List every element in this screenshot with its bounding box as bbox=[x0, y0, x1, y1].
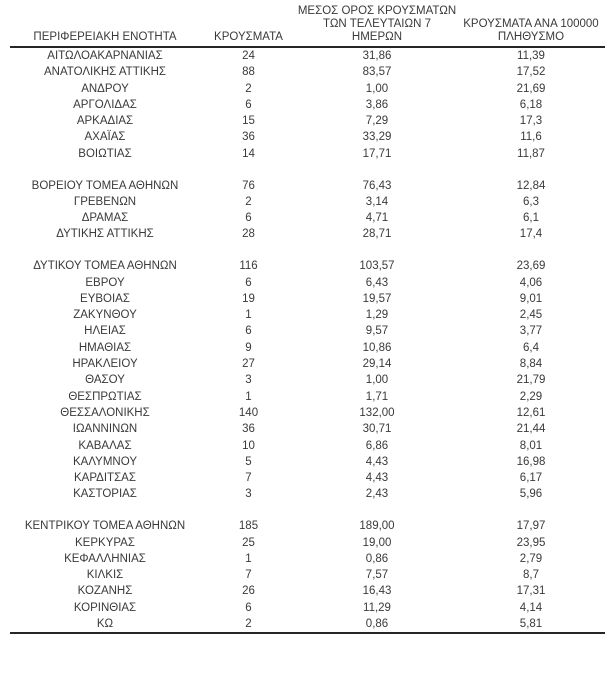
per-100k-cell: 2,79 bbox=[519, 552, 543, 565]
cases-cell: 116 bbox=[239, 260, 258, 273]
table-row bbox=[10, 616, 605, 633]
cases-cell: 2 bbox=[245, 195, 252, 208]
per-100k-cell: 21,69 bbox=[516, 82, 546, 95]
avg-7day-cell: 0,86 bbox=[365, 618, 389, 630]
per-100k-cell: 6,4 bbox=[523, 341, 539, 354]
region-cell: ΘΕΣΠΡΩΤΙΑΣ bbox=[68, 390, 142, 403]
avg-7day-cell: 4,43 bbox=[365, 455, 389, 468]
avg-7day-cell: 1,00 bbox=[365, 374, 389, 387]
cases-cell: 36 bbox=[242, 131, 255, 144]
region-cell: ΘΑΣΟΥ bbox=[85, 374, 125, 387]
cases-cell: 26 bbox=[242, 585, 255, 598]
cases-cell: 27 bbox=[242, 358, 255, 371]
avg-7day-cell: 33,29 bbox=[362, 131, 392, 144]
region-cell: ΕΥΒΟΙΑΣ bbox=[80, 292, 130, 305]
header-avg-7day-line1: ΜΕΣΟΣ ΟΡΟΣ ΚΡΟΥΣΜΑΤΩΝ bbox=[297, 5, 457, 17]
cases-cell: 15 bbox=[242, 115, 255, 128]
region-cell: ΕΒΡΟΥ bbox=[85, 276, 125, 289]
cases-cell: 2 bbox=[245, 82, 252, 95]
cases-cell: 14 bbox=[242, 147, 255, 160]
per-100k-cell: 2,29 bbox=[519, 390, 543, 403]
table-row bbox=[10, 129, 605, 145]
group-gap-cell bbox=[10, 503, 605, 519]
cases-cell: 1 bbox=[245, 552, 252, 565]
table-row bbox=[10, 356, 605, 372]
region-cell: ΑΧΑΪΑΣ bbox=[84, 131, 126, 144]
region-cell: ΗΛΕΙΑΣ bbox=[84, 325, 126, 338]
cases-cell: 10 bbox=[242, 439, 255, 452]
table-row bbox=[10, 178, 605, 194]
per-100k-cell: 2,45 bbox=[519, 309, 543, 322]
per-100k-cell: 3,77 bbox=[519, 325, 543, 338]
cases-cell: 1 bbox=[245, 390, 252, 403]
cases-cell: 25 bbox=[242, 536, 255, 549]
table-row bbox=[10, 567, 605, 583]
region-cell: ΔΡΑΜΑΣ bbox=[81, 212, 129, 225]
per-100k-cell: 11,6 bbox=[520, 131, 542, 144]
cases-cell: 6 bbox=[245, 276, 252, 289]
table-row bbox=[10, 47, 605, 64]
region-cell: ΙΩΑΝΝΙΝΩΝ bbox=[72, 423, 138, 436]
group-gap-row bbox=[10, 243, 605, 259]
region-cell: ΗΜΑΘΙΑΣ bbox=[78, 341, 132, 354]
region-cell: ΚΕΦΑΛΛΗΝΙΑΣ bbox=[64, 552, 146, 565]
avg-7day-cell: 7,57 bbox=[365, 569, 389, 582]
per-100k-cell: 17,31 bbox=[516, 585, 546, 598]
region-cell: ΚΩ bbox=[96, 618, 114, 630]
header-cases bbox=[200, 5, 297, 47]
per-100k-cell: 6,18 bbox=[519, 98, 543, 111]
region-cell: ΒΟΙΩΤΙΑΣ bbox=[78, 147, 132, 160]
header-cases-label: ΚΡΟΥΣΜΑΤΑ bbox=[214, 31, 283, 43]
header-per-100k-line2: ΠΛΗΘΥΣΜΟ bbox=[497, 31, 565, 43]
cases-cell: 36 bbox=[242, 423, 255, 436]
avg-7day-cell: 1,29 bbox=[365, 309, 389, 322]
avg-7day-cell: 30,71 bbox=[362, 423, 392, 436]
table-row bbox=[10, 389, 605, 405]
region-cell: ΖΑΚΥΝΘΟΥ bbox=[73, 309, 137, 322]
avg-7day-cell: 6,43 bbox=[365, 276, 389, 289]
table-row bbox=[10, 470, 605, 486]
region-cell: ΗΡΑΚΛΕΙΟΥ bbox=[72, 358, 138, 371]
table-row bbox=[10, 275, 605, 291]
cases-cell: 5 bbox=[245, 455, 252, 468]
per-100k-cell: 5,81 bbox=[519, 618, 543, 630]
table-row bbox=[10, 583, 605, 599]
per-100k-cell: 17,97 bbox=[516, 520, 546, 533]
per-100k-cell: 23,95 bbox=[516, 536, 546, 549]
avg-7day-cell: 9,57 bbox=[365, 325, 389, 338]
cases-cell: 3 bbox=[245, 488, 252, 501]
table-row bbox=[10, 226, 605, 242]
regional-cases-report bbox=[10, 5, 605, 634]
table-row bbox=[10, 210, 605, 226]
region-cell: ΚΟΖΑΝΗΣ bbox=[77, 585, 133, 598]
per-100k-cell: 12,84 bbox=[516, 179, 546, 192]
avg-7day-cell: 76,43 bbox=[362, 179, 392, 192]
avg-7day-cell: 4,71 bbox=[365, 212, 389, 225]
per-100k-cell: 12,61 bbox=[516, 406, 546, 419]
region-cell: ΑΡΚΑΔΙΑΣ bbox=[76, 115, 134, 128]
cases-cell: 24 bbox=[242, 50, 255, 62]
per-100k-cell: 23,69 bbox=[516, 260, 546, 273]
avg-7day-cell: 17,71 bbox=[362, 147, 392, 160]
table-row bbox=[10, 535, 605, 551]
per-100k-cell: 17,3 bbox=[519, 115, 543, 128]
table-row bbox=[10, 64, 605, 80]
avg-7day-cell: 83,57 bbox=[362, 66, 392, 79]
avg-7day-cell: 103,57 bbox=[359, 260, 395, 273]
header-regional-unit-label: ΠΕΡΙΦΕΡΕΙΑΚΗ ΕΝΟΤΗΤΑ bbox=[33, 31, 177, 43]
table-row bbox=[10, 194, 605, 210]
table-row bbox=[10, 258, 605, 274]
cases-cell: 2 bbox=[245, 618, 252, 630]
avg-7day-cell: 19,57 bbox=[362, 292, 392, 305]
region-cell: ΑΝΑΤΟΛΙΚΗΣ ΑΤΤΙΚΗΣ bbox=[43, 66, 166, 79]
avg-7day-cell: 7,29 bbox=[365, 115, 389, 128]
table-row bbox=[10, 438, 605, 454]
header-row bbox=[10, 5, 605, 47]
region-cell: ΔΥΤΙΚΟΥ ΤΟΜΕΑ ΑΘΗΝΩΝ bbox=[33, 260, 177, 273]
header-regional-unit bbox=[10, 5, 200, 47]
table-row bbox=[10, 81, 605, 97]
region-cell: ΚΑΡΔΙΤΣΑΣ bbox=[74, 472, 136, 485]
per-100k-cell: 21,79 bbox=[516, 374, 546, 387]
per-100k-cell: 8,7 bbox=[523, 569, 539, 582]
region-cell: ΘΕΣΣΑΛΟΝΙΚΗΣ bbox=[60, 406, 150, 419]
region-cell: ΚΑΒΑΛΑΣ bbox=[78, 439, 132, 452]
region-cell: ΑΡΓΟΛΙΔΑΣ bbox=[73, 98, 137, 111]
table-body bbox=[10, 47, 605, 633]
cases-cell: 3 bbox=[245, 374, 252, 387]
table-row bbox=[10, 291, 605, 307]
table-row bbox=[10, 146, 605, 162]
per-100k-cell: 8,01 bbox=[519, 439, 543, 452]
per-100k-cell: 6,17 bbox=[519, 472, 543, 485]
region-cell: ΑΙΤΩΛΟΑΚΑΡΝΑΝΙΑΣ bbox=[47, 50, 163, 62]
avg-7day-cell: 3,14 bbox=[365, 195, 389, 208]
avg-7day-cell: 29,14 bbox=[362, 358, 392, 371]
table-row bbox=[10, 421, 605, 437]
region-cell: ΔΥΤΙΚΗΣ ΑΤΤΙΚΗΣ bbox=[56, 228, 154, 241]
cases-cell: 6 bbox=[245, 601, 252, 614]
group-gap-cell bbox=[10, 243, 605, 259]
cases-cell: 6 bbox=[245, 98, 252, 111]
header-avg-7day bbox=[297, 5, 457, 47]
table-row bbox=[10, 307, 605, 323]
cases-cell: 1 bbox=[245, 309, 252, 322]
avg-7day-cell: 19,00 bbox=[362, 536, 392, 549]
region-cell: ΚΙΛΚΙΣ bbox=[86, 569, 124, 582]
avg-7day-cell: 6,86 bbox=[365, 439, 389, 452]
per-100k-cell: 6,1 bbox=[523, 212, 539, 225]
per-100k-cell: 6,3 bbox=[523, 195, 539, 208]
avg-7day-cell: 1,00 bbox=[365, 82, 389, 95]
region-cell: ΑΝΔΡΟΥ bbox=[81, 82, 129, 95]
table-row bbox=[10, 551, 605, 567]
per-100k-cell: 8,84 bbox=[519, 358, 543, 371]
cases-cell: 76 bbox=[242, 179, 255, 192]
table-row bbox=[10, 600, 605, 616]
avg-7day-cell: 31,86 bbox=[362, 50, 392, 62]
region-cell: ΚΕΡΚΥΡΑΣ bbox=[75, 536, 135, 549]
region-cell: ΒΟΡΕΙΟΥ ΤΟΜΕΑ ΑΘΗΝΩΝ bbox=[31, 179, 179, 192]
avg-7day-cell: 16,43 bbox=[362, 585, 392, 598]
table-row bbox=[10, 323, 605, 339]
table-row bbox=[10, 405, 605, 421]
regional-cases-table bbox=[10, 5, 605, 634]
region-cell: ΚΑΣΤΟΡΙΑΣ bbox=[73, 488, 137, 501]
region-cell: ΓΡΕΒΕΝΩΝ bbox=[73, 195, 137, 208]
avg-7day-cell: 10,86 bbox=[362, 341, 392, 354]
per-100k-cell: 5,96 bbox=[519, 488, 543, 501]
avg-7day-cell: 3,86 bbox=[365, 98, 389, 111]
region-cell: ΚΕΝΤΡΙΚΟΥ ΤΟΜΕΑ ΑΘΗΝΩΝ bbox=[24, 520, 186, 533]
per-100k-cell: 17,52 bbox=[516, 66, 546, 79]
avg-7day-cell: 0,86 bbox=[365, 552, 389, 565]
group-gap-row bbox=[10, 162, 605, 178]
table-row bbox=[10, 97, 605, 113]
group-gap-row bbox=[10, 503, 605, 519]
table-header bbox=[10, 5, 605, 47]
header-avg-7day-line2: ΤΩΝ ΤΕΛΕΥΤΑΙΩΝ 7 bbox=[323, 18, 431, 30]
table-row bbox=[10, 113, 605, 129]
avg-7day-cell: 2,43 bbox=[365, 488, 389, 501]
cases-cell: 6 bbox=[245, 325, 252, 338]
table-row bbox=[10, 454, 605, 470]
per-100k-cell: 16,98 bbox=[516, 455, 546, 468]
cases-cell: 7 bbox=[245, 472, 252, 485]
cases-cell: 9 bbox=[245, 341, 252, 354]
avg-7day-cell: 11,29 bbox=[363, 601, 391, 614]
header-per-100k bbox=[457, 5, 605, 47]
table-row bbox=[10, 372, 605, 388]
avg-7day-cell: 4,43 bbox=[365, 472, 389, 485]
header-avg-7day-line3: ΗΜΕΡΩΝ bbox=[351, 31, 403, 43]
cases-cell: 28 bbox=[242, 228, 255, 241]
avg-7day-cell: 132,00 bbox=[359, 406, 395, 419]
per-100k-cell: 17,4 bbox=[519, 228, 543, 241]
region-cell: ΚΟΡΙΝΘΙΑΣ bbox=[73, 601, 137, 614]
avg-7day-cell: 189,00 bbox=[359, 520, 395, 533]
per-100k-cell: 4,14 bbox=[519, 601, 543, 614]
avg-7day-cell: 1,71 bbox=[365, 390, 389, 403]
cases-cell: 19 bbox=[242, 292, 255, 305]
header-per-100k-line1: ΚΡΟΥΣΜΑΤΑ ΑΝΑ 100000 bbox=[463, 18, 599, 30]
region-cell: ΚΑΛΥΜΝΟΥ bbox=[73, 455, 137, 468]
per-100k-cell: 11,87 bbox=[517, 147, 545, 160]
table-row bbox=[10, 518, 605, 534]
per-100k-cell: 11,39 bbox=[517, 50, 545, 62]
per-100k-cell: 4,06 bbox=[519, 276, 543, 289]
table-row bbox=[10, 340, 605, 356]
per-100k-cell: 21,44 bbox=[516, 423, 546, 436]
group-gap-cell bbox=[10, 162, 605, 178]
cases-cell: 140 bbox=[238, 406, 259, 419]
cases-cell: 88 bbox=[242, 66, 255, 79]
per-100k-cell: 9,01 bbox=[519, 292, 543, 305]
avg-7day-cell: 28,71 bbox=[362, 228, 392, 241]
table-row bbox=[10, 486, 605, 502]
cases-cell: 7 bbox=[245, 569, 252, 582]
cases-cell: 6 bbox=[245, 212, 252, 225]
cases-cell: 185 bbox=[238, 520, 259, 533]
